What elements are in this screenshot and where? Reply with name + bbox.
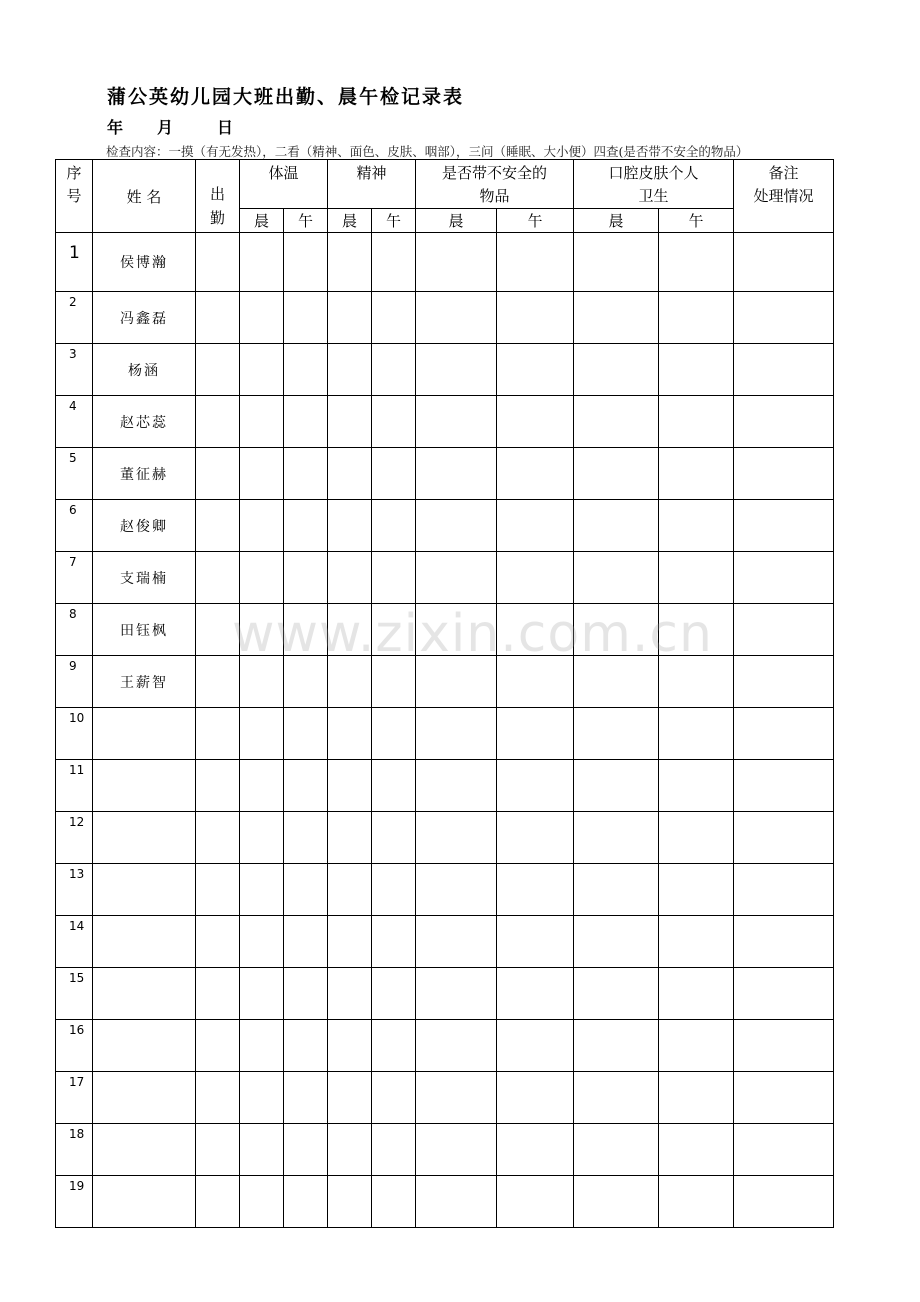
- hygiene-noon-cell[interactable]: [659, 604, 734, 656]
- temp-morning-cell[interactable]: [240, 448, 284, 500]
- row-seq: 19: [56, 1176, 93, 1228]
- remark-cell[interactable]: [734, 812, 834, 864]
- spirit-morning-cell[interactable]: [328, 864, 372, 916]
- attendance-table: [55, 159, 834, 1228]
- temp-noon-cell[interactable]: [284, 1020, 328, 1072]
- temp-noon-cell[interactable]: [284, 1176, 328, 1228]
- temp-noon-cell[interactable]: [284, 233, 328, 292]
- temp-morning-cell[interactable]: [240, 1176, 284, 1228]
- hygiene-morning-cell[interactable]: [574, 656, 659, 708]
- table-row: [56, 448, 834, 500]
- row-seq: 11: [56, 760, 93, 812]
- day-label: 日: [217, 118, 234, 137]
- row-name[interactable]: 田钰枫: [93, 604, 196, 656]
- hygiene-noon-cell[interactable]: [659, 1020, 734, 1072]
- unsafe-noon-cell[interactable]: [497, 448, 574, 500]
- spirit-morning-cell[interactable]: [328, 344, 372, 396]
- hygiene-morning-cell[interactable]: [574, 968, 659, 1020]
- table-row: [56, 656, 834, 708]
- header-remark: [734, 160, 834, 233]
- temp-morning-cell[interactable]: [240, 760, 284, 812]
- unsafe-noon-cell[interactable]: [497, 916, 574, 968]
- unsafe-morning-cell[interactable]: [416, 552, 497, 604]
- hygiene-morning-cell[interactable]: [574, 604, 659, 656]
- spirit-morning-cell[interactable]: [328, 500, 372, 552]
- header-spirit: 精神: [328, 160, 416, 209]
- attend-cell[interactable]: [196, 708, 240, 760]
- unsafe-noon-cell[interactable]: [497, 812, 574, 864]
- header-hygiene-line2: 卫生: [638, 187, 669, 205]
- hygiene-noon-cell[interactable]: [659, 760, 734, 812]
- page-title: 蒲公英幼儿园大班出勤、晨午检记录表: [107, 86, 465, 108]
- unsafe-noon-cell[interactable]: [497, 552, 574, 604]
- unsafe-noon-cell[interactable]: [497, 1176, 574, 1228]
- spirit-morning-cell[interactable]: [328, 1020, 372, 1072]
- unsafe-morning-cell[interactable]: [416, 344, 497, 396]
- spirit-noon-cell[interactable]: [372, 916, 416, 968]
- header-hygiene-noon: 午: [659, 209, 734, 233]
- row-name[interactable]: [93, 864, 196, 916]
- spirit-morning-cell[interactable]: [328, 916, 372, 968]
- unsafe-noon-cell[interactable]: [497, 500, 574, 552]
- remark-cell[interactable]: [734, 233, 834, 292]
- temp-noon-cell[interactable]: [284, 656, 328, 708]
- unsafe-morning-cell[interactable]: [416, 292, 497, 344]
- row-seq: 16: [56, 1020, 93, 1072]
- hygiene-morning-cell[interactable]: [574, 448, 659, 500]
- attend-cell[interactable]: [196, 604, 240, 656]
- temp-morning-cell[interactable]: [240, 1072, 284, 1124]
- temp-morning-cell[interactable]: [240, 552, 284, 604]
- hygiene-morning-cell[interactable]: [574, 500, 659, 552]
- spirit-noon-cell[interactable]: [372, 344, 416, 396]
- row-seq: 18: [56, 1124, 93, 1176]
- hygiene-morning-cell[interactable]: [574, 1072, 659, 1124]
- attend-cell[interactable]: [196, 500, 240, 552]
- row-name[interactable]: [93, 1176, 196, 1228]
- row-seq: 4: [56, 396, 93, 448]
- unsafe-noon-cell[interactable]: [497, 760, 574, 812]
- hygiene-noon-cell[interactable]: [659, 916, 734, 968]
- row-name[interactable]: 支瑞楠: [93, 552, 196, 604]
- remark-cell[interactable]: [734, 916, 834, 968]
- temp-morning-cell[interactable]: [240, 812, 284, 864]
- spirit-morning-cell[interactable]: [328, 812, 372, 864]
- hygiene-morning-cell[interactable]: [574, 760, 659, 812]
- temp-noon-cell[interactable]: [284, 604, 328, 656]
- unsafe-morning-cell[interactable]: [416, 1124, 497, 1176]
- hygiene-noon-cell[interactable]: [659, 1072, 734, 1124]
- temp-noon-cell[interactable]: [284, 864, 328, 916]
- row-name[interactable]: 王薪智: [93, 656, 196, 708]
- row-name[interactable]: 杨涵: [93, 344, 196, 396]
- header-remark-line2: 处理情况: [753, 187, 814, 205]
- spirit-noon-cell[interactable]: [372, 812, 416, 864]
- temp-noon-cell[interactable]: [284, 1124, 328, 1176]
- remark-cell[interactable]: [734, 656, 834, 708]
- header-attend-line2: 勤: [209, 209, 225, 227]
- table-row: [56, 233, 834, 292]
- unsafe-noon-cell[interactable]: [497, 233, 574, 292]
- header-unsafe-morning: 晨: [416, 209, 497, 233]
- spirit-morning-cell[interactable]: [328, 1072, 372, 1124]
- temp-morning-cell[interactable]: [240, 916, 284, 968]
- unsafe-morning-cell[interactable]: [416, 968, 497, 1020]
- spirit-morning-cell[interactable]: [328, 604, 372, 656]
- temp-morning-cell[interactable]: [240, 233, 284, 292]
- temp-morning-cell[interactable]: [240, 656, 284, 708]
- table-row: [56, 916, 834, 968]
- table-row: [56, 1176, 834, 1228]
- remark-cell[interactable]: [734, 396, 834, 448]
- row-name[interactable]: [93, 812, 196, 864]
- hygiene-morning-cell[interactable]: [574, 708, 659, 760]
- table-row: [56, 812, 834, 864]
- spirit-noon-cell[interactable]: [372, 396, 416, 448]
- spirit-noon-cell[interactable]: [372, 552, 416, 604]
- inspection-note: 检查内容：一摸（有无发热），二看（精神、面色、皮肤、咽部），三问（睡眠、大小便）四查(是否带不安全的物品）: [106, 144, 749, 159]
- unsafe-morning-cell[interactable]: [416, 864, 497, 916]
- hygiene-noon-cell[interactable]: [659, 233, 734, 292]
- header-seq: [56, 160, 93, 233]
- spirit-morning-cell[interactable]: [328, 292, 372, 344]
- watermark-text: www.zixin.com.cn: [232, 604, 713, 664]
- hygiene-morning-cell[interactable]: [574, 396, 659, 448]
- row-name[interactable]: [93, 1020, 196, 1072]
- header-hygiene-line1: 口腔皮肤个人: [608, 164, 699, 182]
- row-name[interactable]: [93, 760, 196, 812]
- hygiene-noon-cell[interactable]: [659, 864, 734, 916]
- table-row: [56, 1072, 834, 1124]
- temp-noon-cell[interactable]: [284, 292, 328, 344]
- header-temp-morning: 晨: [240, 209, 284, 233]
- table-row: [56, 968, 834, 1020]
- temp-noon-cell[interactable]: [284, 552, 328, 604]
- hygiene-morning-cell[interactable]: [574, 233, 659, 292]
- temp-morning-cell[interactable]: [240, 292, 284, 344]
- remark-cell[interactable]: [734, 760, 834, 812]
- row-seq: 17: [56, 1072, 93, 1124]
- unsafe-morning-cell[interactable]: [416, 656, 497, 708]
- spirit-morning-cell[interactable]: [328, 396, 372, 448]
- spirit-noon-cell[interactable]: [372, 656, 416, 708]
- remark-cell[interactable]: [734, 708, 834, 760]
- temp-morning-cell[interactable]: [240, 344, 284, 396]
- row-seq: 10: [56, 708, 93, 760]
- row-seq: 1: [56, 233, 93, 292]
- row-name[interactable]: 赵俊卿: [93, 500, 196, 552]
- temp-noon-cell[interactable]: [284, 760, 328, 812]
- unsafe-morning-cell[interactable]: [416, 708, 497, 760]
- hygiene-morning-cell[interactable]: [574, 1020, 659, 1072]
- remark-cell[interactable]: [734, 1176, 834, 1228]
- remark-cell[interactable]: [734, 1072, 834, 1124]
- temp-noon-cell[interactable]: [284, 916, 328, 968]
- unsafe-noon-cell[interactable]: [497, 708, 574, 760]
- spirit-noon-cell[interactable]: [372, 1072, 416, 1124]
- temp-morning-cell[interactable]: [240, 864, 284, 916]
- hygiene-morning-cell[interactable]: [574, 916, 659, 968]
- attend-cell[interactable]: [196, 1124, 240, 1176]
- table-row: [56, 864, 834, 916]
- attend-cell[interactable]: [196, 812, 240, 864]
- spirit-noon-cell[interactable]: [372, 292, 416, 344]
- spirit-morning-cell[interactable]: [328, 708, 372, 760]
- temp-noon-cell[interactable]: [284, 396, 328, 448]
- hygiene-morning-cell[interactable]: [574, 812, 659, 864]
- row-name[interactable]: [93, 1124, 196, 1176]
- header-seq-line2: 号: [66, 187, 82, 205]
- header-attend-line1: 出: [209, 185, 225, 203]
- hygiene-morning-cell[interactable]: [574, 552, 659, 604]
- row-name[interactable]: [93, 1072, 196, 1124]
- temp-noon-cell[interactable]: [284, 448, 328, 500]
- attend-cell[interactable]: [196, 864, 240, 916]
- row-name[interactable]: [93, 708, 196, 760]
- row-name[interactable]: [93, 968, 196, 1020]
- attend-cell[interactable]: [196, 233, 240, 292]
- remark-cell[interactable]: [734, 864, 834, 916]
- remark-cell[interactable]: [734, 344, 834, 396]
- header-seq-line1: 序: [66, 164, 82, 182]
- row-seq: 2: [56, 292, 93, 344]
- temp-morning-cell[interactable]: [240, 604, 284, 656]
- hygiene-noon-cell[interactable]: [659, 968, 734, 1020]
- unsafe-noon-cell[interactable]: [497, 864, 574, 916]
- unsafe-noon-cell[interactable]: [497, 604, 574, 656]
- hygiene-morning-cell[interactable]: [574, 1176, 659, 1228]
- row-seq: 5: [56, 448, 93, 500]
- hygiene-morning-cell[interactable]: [574, 344, 659, 396]
- temp-noon-cell[interactable]: [284, 968, 328, 1020]
- unsafe-noon-cell[interactable]: [497, 292, 574, 344]
- spirit-morning-cell[interactable]: [328, 656, 372, 708]
- table-row: [56, 344, 834, 396]
- hygiene-noon-cell[interactable]: [659, 500, 734, 552]
- unsafe-morning-cell[interactable]: [416, 1020, 497, 1072]
- header-temp: 体温: [240, 160, 328, 209]
- unsafe-noon-cell[interactable]: [497, 656, 574, 708]
- spirit-morning-cell[interactable]: [328, 552, 372, 604]
- unsafe-morning-cell[interactable]: [416, 233, 497, 292]
- hygiene-noon-cell[interactable]: [659, 552, 734, 604]
- row-seq: 6: [56, 500, 93, 552]
- temp-morning-cell[interactable]: [240, 500, 284, 552]
- table-row: [56, 552, 834, 604]
- unsafe-noon-cell[interactable]: [497, 1124, 574, 1176]
- unsafe-morning-cell[interactable]: [416, 448, 497, 500]
- table-row: [56, 1020, 834, 1072]
- unsafe-morning-cell[interactable]: [416, 396, 497, 448]
- table-body: [56, 233, 834, 1228]
- table-row: [56, 708, 834, 760]
- header-remark-line1: 备注: [768, 164, 799, 182]
- temp-morning-cell[interactable]: [240, 1020, 284, 1072]
- unsafe-noon-cell[interactable]: [497, 396, 574, 448]
- table-row: [56, 292, 834, 344]
- unsafe-noon-cell[interactable]: [497, 344, 574, 396]
- table-row: [56, 500, 834, 552]
- unsafe-morning-cell[interactable]: [416, 604, 497, 656]
- row-seq: 12: [56, 812, 93, 864]
- spirit-noon-cell[interactable]: [372, 448, 416, 500]
- temp-noon-cell[interactable]: [284, 812, 328, 864]
- temp-noon-cell[interactable]: [284, 1072, 328, 1124]
- spirit-noon-cell[interactable]: [372, 500, 416, 552]
- row-seq: 3: [56, 344, 93, 396]
- spirit-noon-cell[interactable]: [372, 708, 416, 760]
- header-unsafe-noon: 午: [497, 209, 574, 233]
- hygiene-noon-cell[interactable]: [659, 656, 734, 708]
- row-seq: 13: [56, 864, 93, 916]
- row-seq: 14: [56, 916, 93, 968]
- hygiene-noon-cell[interactable]: [659, 1124, 734, 1176]
- remark-cell[interactable]: [734, 1124, 834, 1176]
- unsafe-noon-cell[interactable]: [497, 1072, 574, 1124]
- header-name: 姓 名: [93, 160, 196, 233]
- spirit-noon-cell[interactable]: [372, 1124, 416, 1176]
- header-spirit-noon: 午: [372, 209, 416, 233]
- attend-cell[interactable]: [196, 1020, 240, 1072]
- header-unsafe: [416, 160, 574, 209]
- header-hygiene-morning: 晨: [574, 209, 659, 233]
- hygiene-noon-cell[interactable]: [659, 396, 734, 448]
- spirit-noon-cell[interactable]: [372, 604, 416, 656]
- month-label: 月: [157, 118, 174, 137]
- attend-cell[interactable]: [196, 760, 240, 812]
- row-name[interactable]: 侯博瀚: [93, 233, 196, 292]
- spirit-noon-cell[interactable]: [372, 233, 416, 292]
- temp-noon-cell[interactable]: [284, 344, 328, 396]
- row-seq: 7: [56, 552, 93, 604]
- attend-cell[interactable]: [196, 968, 240, 1020]
- header-unsafe-line2: 物品: [479, 187, 510, 205]
- unsafe-morning-cell[interactable]: [416, 500, 497, 552]
- unsafe-morning-cell[interactable]: [416, 812, 497, 864]
- unsafe-noon-cell[interactable]: [497, 1020, 574, 1072]
- row-seq: 9: [56, 656, 93, 708]
- spirit-noon-cell[interactable]: [372, 864, 416, 916]
- spirit-morning-cell[interactable]: [328, 233, 372, 292]
- spirit-noon-cell[interactable]: [372, 1020, 416, 1072]
- row-seq: 15: [56, 968, 93, 1020]
- temp-morning-cell[interactable]: [240, 708, 284, 760]
- table-row: [56, 604, 834, 656]
- remark-cell[interactable]: [734, 1020, 834, 1072]
- unsafe-morning-cell[interactable]: [416, 1072, 497, 1124]
- attend-cell[interactable]: [196, 344, 240, 396]
- unsafe-noon-cell[interactable]: [497, 968, 574, 1020]
- hygiene-morning-cell[interactable]: [574, 864, 659, 916]
- spirit-morning-cell[interactable]: [328, 1176, 372, 1228]
- attend-cell[interactable]: [196, 292, 240, 344]
- temp-morning-cell[interactable]: [240, 968, 284, 1020]
- spirit-noon-cell[interactable]: [372, 1176, 416, 1228]
- attend-cell[interactable]: [196, 916, 240, 968]
- table-row: [56, 1124, 834, 1176]
- unsafe-morning-cell[interactable]: [416, 760, 497, 812]
- attend-cell[interactable]: [196, 448, 240, 500]
- temp-morning-cell[interactable]: [240, 396, 284, 448]
- attend-cell[interactable]: [196, 396, 240, 448]
- spirit-morning-cell[interactable]: [328, 968, 372, 1020]
- row-seq: 8: [56, 604, 93, 656]
- spirit-morning-cell[interactable]: [328, 448, 372, 500]
- hygiene-noon-cell[interactable]: [659, 708, 734, 760]
- header-unsafe-line1: 是否带不安全的: [442, 164, 548, 182]
- hygiene-noon-cell[interactable]: [659, 344, 734, 396]
- table-row: [56, 760, 834, 812]
- hygiene-noon-cell[interactable]: [659, 1176, 734, 1228]
- spirit-noon-cell[interactable]: [372, 968, 416, 1020]
- temp-noon-cell[interactable]: [284, 500, 328, 552]
- row-name[interactable]: [93, 916, 196, 968]
- header-attend: [196, 160, 240, 233]
- spirit-morning-cell[interactable]: [328, 760, 372, 812]
- temp-noon-cell[interactable]: [284, 708, 328, 760]
- table-row: [56, 396, 834, 448]
- year-label: 年: [107, 118, 124, 137]
- remark-cell[interactable]: [734, 968, 834, 1020]
- attend-cell[interactable]: [196, 1072, 240, 1124]
- row-name[interactable]: 赵芯蕊: [93, 396, 196, 448]
- hygiene-noon-cell[interactable]: [659, 812, 734, 864]
- hygiene-morning-cell[interactable]: [574, 292, 659, 344]
- row-name[interactable]: 董征赫: [93, 448, 196, 500]
- attend-cell[interactable]: [196, 552, 240, 604]
- row-name[interactable]: 冯鑫磊: [93, 292, 196, 344]
- hygiene-noon-cell[interactable]: [659, 292, 734, 344]
- header-temp-noon: 午: [284, 209, 328, 233]
- unsafe-morning-cell[interactable]: [416, 916, 497, 968]
- remark-cell[interactable]: [734, 448, 834, 500]
- header-spirit-morning: 晨: [328, 209, 372, 233]
- hygiene-morning-cell[interactable]: [574, 1124, 659, 1176]
- header-hygiene: [574, 160, 734, 209]
- spirit-noon-cell[interactable]: [372, 760, 416, 812]
- attend-cell[interactable]: [196, 1176, 240, 1228]
- temp-morning-cell[interactable]: [240, 1124, 284, 1176]
- attend-cell[interactable]: [196, 656, 240, 708]
- remark-cell[interactable]: [734, 552, 834, 604]
- spirit-morning-cell[interactable]: [328, 1124, 372, 1176]
- remark-cell[interactable]: [734, 604, 834, 656]
- unsafe-morning-cell[interactable]: [416, 1176, 497, 1228]
- hygiene-noon-cell[interactable]: [659, 448, 734, 500]
- remark-cell[interactable]: [734, 500, 834, 552]
- remark-cell[interactable]: [734, 292, 834, 344]
